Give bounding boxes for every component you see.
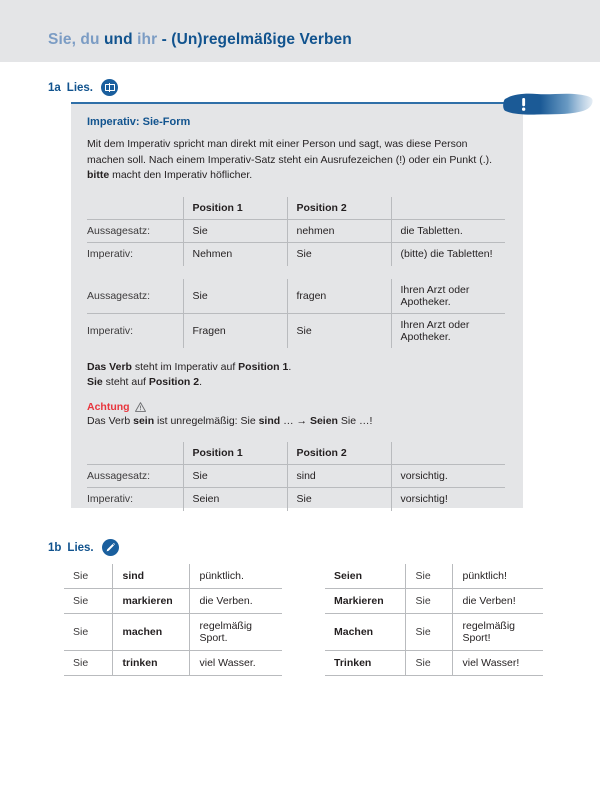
cell-subject: Sie: [64, 614, 112, 651]
cell-complement: regelmäßig Sport.: [189, 614, 282, 651]
warning-text-arrow: … →: [280, 414, 310, 427]
warning-bold-seien: Seien: [309, 414, 338, 427]
cell-position-2: Sie: [287, 488, 391, 511]
cell-verb: Machen: [325, 614, 405, 651]
cell-rest: (bitte) die Tabletten!: [400, 248, 493, 261]
cell-subject: Sie: [64, 589, 112, 614]
page-title: [48, 31, 352, 49]
cell-position-1: Seien: [183, 488, 287, 511]
cell-rest: Ihren Arzt oder Apotheker.: [391, 279, 505, 314]
row-label: Imperativ:: [87, 243, 183, 266]
table-row: [87, 243, 505, 266]
col-header-blank-left: [87, 442, 183, 465]
rule-text-end-2: .: [199, 375, 202, 388]
table-header-row: [87, 442, 505, 465]
cell-subject: Sie: [405, 651, 452, 676]
warning-text-mid: ist unregelmäßig: Sie: [154, 414, 259, 427]
col-header-position-2: Position 2: [287, 197, 391, 220]
info-para-bold-bitte: bitte: [87, 169, 110, 181]
rule-text-mid-2: steht auf: [102, 375, 149, 388]
cell-verb: markieren: [112, 589, 189, 614]
col-header-blank-left: [87, 197, 183, 220]
col-header-position-1: Position 1: [183, 197, 287, 220]
col-header-position-1: Position 1: [183, 442, 287, 465]
row-label: Aussagesatz:: [87, 465, 183, 488]
exercise-table-left: [64, 564, 282, 676]
cell-complement: viel Wasser.: [189, 651, 282, 676]
table-spacer-row: [87, 266, 505, 279]
cell-verb: Seien: [325, 564, 405, 589]
table-row: [325, 564, 543, 589]
table-header-row: [87, 197, 505, 220]
warning-bold-sein: sein: [133, 414, 155, 427]
task-number-1b: 1b: [48, 541, 62, 554]
rule-text-mid-1: steht im Imperativ auf: [131, 360, 239, 373]
info-para-line3: macht den Imperativ höflicher.: [109, 169, 253, 181]
cell-complement: die Verben.: [189, 589, 282, 614]
row-label: Aussagesatz:: [87, 220, 183, 243]
warning-text: [87, 414, 507, 429]
cell-position-1: Fragen: [183, 313, 287, 348]
cell-verb: Trinken: [325, 651, 405, 676]
cell-position-1: Sie: [183, 465, 287, 488]
cell-complement: pünktlich.: [189, 564, 282, 589]
info-para-line1: Mit dem Imperativ spricht man direkt mit einer Person und sagt, was diese Person: [87, 138, 468, 150]
cell-rest: vorsichtig.: [391, 465, 505, 488]
page-title-part-ihr: ihr: [137, 31, 158, 48]
cell-position-2: fragen: [287, 279, 391, 314]
cell-complement: viel Wasser!: [452, 651, 543, 676]
cell-complement: die Verben!: [452, 589, 543, 614]
table-row: [87, 465, 505, 488]
table-row: [64, 614, 282, 651]
table-row: [87, 279, 505, 314]
task-verb-1a: Lies.: [66, 81, 94, 94]
info-box-heading: Imperativ: Sie-Form: [87, 116, 191, 128]
rule-bold-position-1: Position 1: [238, 360, 289, 373]
cell-subject: Sie: [405, 589, 452, 614]
info-box-paragraph: [87, 137, 507, 184]
cell-position-1: Sie: [183, 220, 287, 243]
warning-text-end: Sie …!: [337, 414, 373, 427]
page-title-part-rest: - (Un)regelmäßige Verben: [161, 31, 352, 48]
rule-text-end-1: .: [288, 360, 292, 373]
col-header-blank-right: [391, 442, 505, 465]
rule-bold-position-2: Position 2: [148, 375, 200, 388]
task-verb-1b: Lies.: [67, 541, 94, 554]
cell-subject: Sie: [64, 564, 112, 589]
page-title-part-du: du: [80, 31, 100, 48]
cell-complement: pünktlich!: [452, 564, 543, 589]
table-row: [325, 614, 543, 651]
cell-subject: Sie: [405, 614, 452, 651]
grammar-table-2: [87, 442, 505, 511]
rule-explanation: [87, 360, 507, 390]
warning-heading: [87, 401, 507, 413]
task-label-1a: [48, 79, 118, 96]
cell-subject: Sie: [405, 564, 452, 589]
table-row: [87, 313, 505, 348]
table-row: [325, 651, 543, 676]
cell-verb: Markieren: [325, 589, 405, 614]
table-row: [64, 651, 282, 676]
warning-bold-sind: sind: [258, 414, 281, 427]
warning-text-pre: Das Verb: [87, 414, 134, 427]
table-row: [325, 589, 543, 614]
row-label: Aussagesatz:: [87, 279, 183, 314]
grammar-table-1: [87, 197, 505, 348]
row-label: Imperativ:: [87, 313, 183, 348]
cell-subject: Sie: [64, 651, 112, 676]
table-row: [87, 488, 505, 511]
grammar-info-box: [71, 102, 523, 508]
book-icon: [101, 79, 118, 96]
cell-rest: Ihren Arzt oder Apotheker.: [400, 318, 470, 343]
rule-bold-sie: Sie: [87, 375, 103, 388]
cell-rest: die Tabletten.: [391, 220, 505, 243]
rule-bold-das-verb: Das Verb: [87, 360, 132, 373]
page-title-part-sie: Sie,: [48, 31, 76, 48]
cell-position-2: nehmen: [287, 220, 391, 243]
cell-verb: trinken: [112, 651, 189, 676]
table-row: [87, 220, 505, 243]
cell-position-2: Sie: [287, 243, 391, 266]
table-row: [64, 589, 282, 614]
col-header-position-2: Position 2: [287, 442, 391, 465]
cell-complement: regelmäßig Sport!: [452, 614, 543, 651]
task-number-1a: 1a: [48, 81, 61, 94]
exercise-table-right: [325, 564, 543, 676]
cell-position-2: sind: [287, 465, 391, 488]
task-label-1b: [48, 539, 119, 556]
col-header-blank-right: [391, 197, 505, 220]
cell-position-2: Sie: [287, 313, 391, 348]
row-label: Imperativ:: [87, 488, 183, 511]
table-row: [64, 564, 282, 589]
warning-triangle-icon: [135, 402, 146, 412]
page-title-part-und: und: [103, 31, 133, 48]
warning-label: Achtung: [87, 400, 130, 413]
cell-position-1: Nehmen: [183, 243, 287, 266]
pencil-icon: [102, 539, 119, 556]
cell-verb: machen: [112, 614, 189, 651]
cell-position-1: Sie: [183, 279, 287, 314]
cell-verb: sind: [112, 564, 189, 589]
cell-rest: vorsichtig!: [400, 493, 448, 506]
info-para-line2: machen soll. Nach einem Imperativ-Satz steht ein Ausrufezeichen (!) oder ein Punkt (.).: [87, 153, 493, 166]
